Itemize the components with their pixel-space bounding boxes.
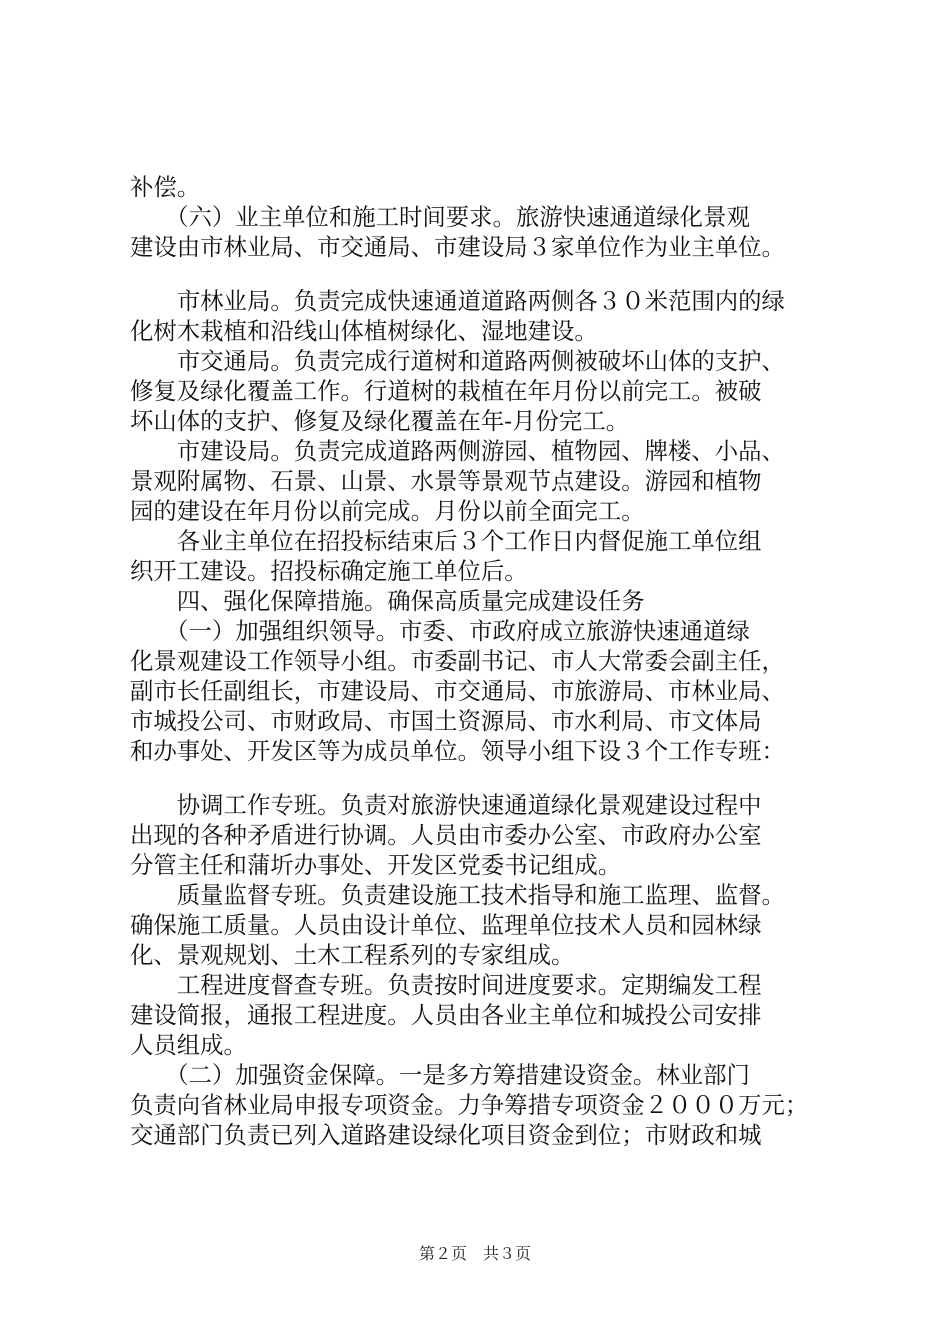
text-line: 修复及绿化覆盖工作。行道树的栽植在年月份以前完工。被破: [130, 377, 762, 405]
text-line: 市林业局。负责完成快速通道道路两侧各３０米范围内的绿: [130, 287, 785, 315]
text-line: 化景观建设工作领导小组。市委副书记、市人大常委会副主任，: [130, 647, 785, 675]
text-line: （二）加强资金保障。一是多方筹措建设资金。林业部门: [130, 1061, 750, 1089]
text-line: 化树木栽植和沿线山体植树绿化、湿地建设。: [130, 317, 598, 345]
text-line: 坏山体的支护、修复及绿化覆盖在年-月份完工。: [130, 407, 630, 435]
text-line: 交通部门负责已列入道路建设绿化项目资金到位；市财政和城: [130, 1121, 762, 1149]
text-line: （一）加强组织领导。市委、市政府成立旅游快速通道绿: [130, 617, 750, 645]
text-line: 人员组成。: [130, 1031, 247, 1059]
text-line: （六）业主单位和施工时间要求。旅游快速通道绿化景观: [130, 203, 750, 231]
text-line: 出现的各种矛盾进行协调。人员由市委办公室、市政府办公室: [130, 821, 762, 849]
text-line: 质量监督专班。负责建设施工技术指导和施工监理、监督。: [130, 881, 785, 909]
text-line: 织开工建设。招投标确定施工单位后。: [130, 557, 528, 585]
text-line: 副市长任副组长，市建设局、市交通局、市旅游局、市林业局、: [130, 677, 785, 705]
text-line: 协调工作专班。负责对旅游快速通道绿化景观建设过程中: [130, 791, 762, 819]
text-line: 负责向省林业局申报专项资金。力争筹措专项资金２０００万元；: [130, 1091, 809, 1119]
paragraph-gap: [130, 262, 840, 286]
text-line: 补偿。: [130, 173, 201, 201]
text-line: 四、强化保障措施。确保高质量完成建设任务: [130, 587, 645, 615]
text-line: 市交通局。负责完成行道树和道路两侧被破坏山体的支护、: [130, 347, 785, 375]
text-line: 建设简报，通报工程进度。人员由各业主单位和城投公司安排: [130, 1001, 762, 1029]
text-line: 化、景观规划、土木工程系列的专家组成。: [130, 941, 575, 969]
text-line: 建设由市林业局、市交通局、市建设局３家单位作为业主单位。: [130, 233, 785, 261]
text-line: 各业主单位在招投标结束后３个工作日内督促施工单位组: [130, 527, 762, 555]
text-line: 景观附属物、石景、山景、水景等景观节点建设。游园和植物: [130, 467, 762, 495]
text-line: 园的建设在年月份以前完成。月份以前全面完工。: [130, 497, 645, 525]
text-line: 确保施工质量。人员由设计单位、监理单位技术人员和园林绿: [130, 911, 762, 939]
text-line: 工程进度督查专班。负责按时间进度要求。定期编发工程: [130, 971, 762, 999]
text-line: 分管主任和蒲圻办事处、开发区党委书记组成。: [130, 851, 622, 879]
document-body: [130, 172, 840, 1150]
text-line: 市建设局。负责完成道路两侧游园、植物园、牌楼、小品、: [130, 437, 785, 465]
text-line: 和办事处、开发区等为成员单位。领导小组下设３个工作专班：: [130, 737, 785, 765]
paragraph-gap: [130, 766, 840, 790]
page-footer: 第２页 共３页: [418, 1244, 531, 1263]
text-line: 市城投公司、市财政局、市国土资源局、市水利局、市文体局: [130, 707, 762, 735]
